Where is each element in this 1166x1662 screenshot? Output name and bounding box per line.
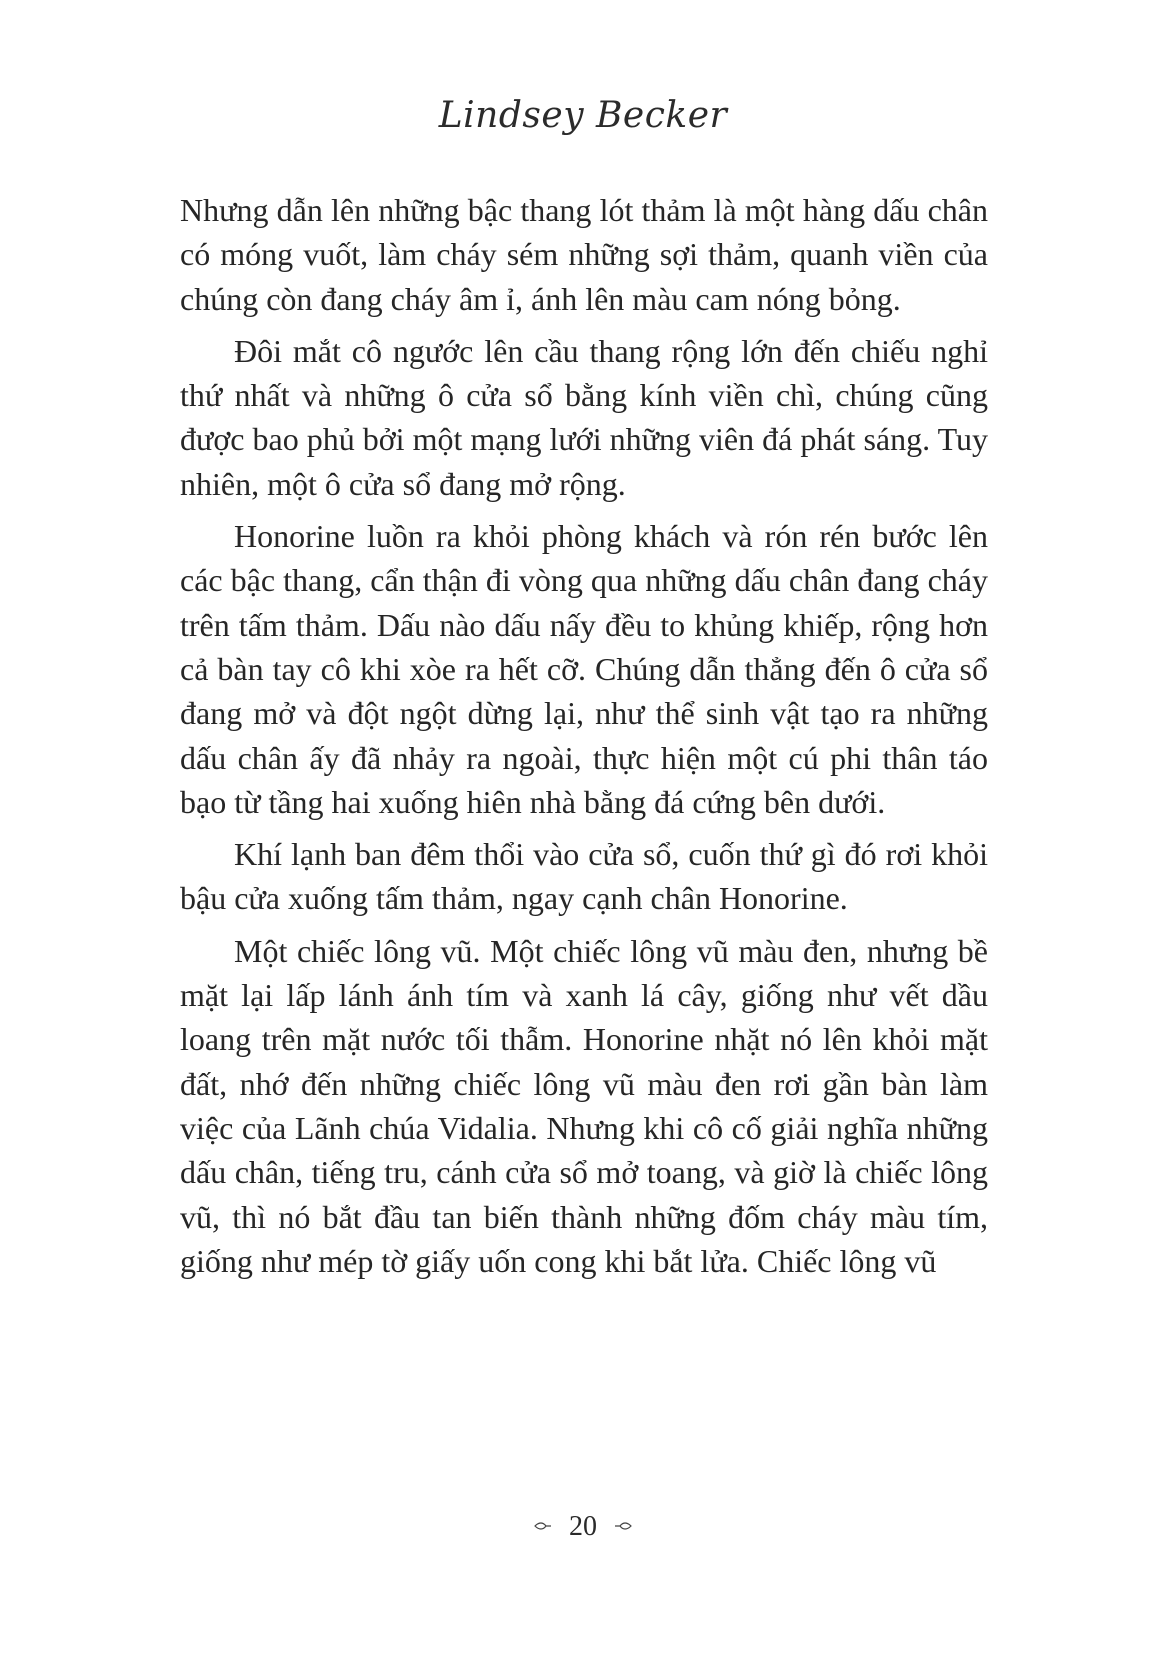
ornament-left-icon [534,1509,552,1545]
paragraph: Nhưng dẫn lên những bậc thang lót thảm là một hàng dấu chân có móng vuốt, làm cháy sém những sợi thảm, quanh viền của chúng còn đang cháy âm ỉ, ánh lên màu cam nóng bỏng. [180,192,988,317]
page-number: 20 [569,1511,597,1542]
page-number-footer [0,1509,1166,1547]
paragraph: Honorine luồn ra khỏi phòng khách và rón rén bước lên các bậc thang, cẩn thận đi vòng qua những dấu chân đang cháy trên tấm thảm. Dấu nào dấu nấy đều to khủng khiếp, rộng hơn cả bàn tay cô khi xòe ra hết cỡ. Chúng dẫn thẳng đến ô cửa sổ đang mở và đột ngột dừng lại, như thể sinh vật tạo ra những dấu chân ấy đã nhảy ra ngoài, thực hiện một cú phi thân táo bạo từ tầng hai xuống hiên nhà bằng đá cứng bên dưới. [180,518,988,820]
ornament-right-icon [614,1509,632,1545]
paragraph: Khí lạnh ban đêm thổi vào cửa sổ, cuốn thứ gì đó rơi khỏi bậu cửa xuống tấm thảm, ngay cạnh chân Honorine. [180,836,988,917]
body-text [180,188,988,1291]
running-head-author: Lindsey Becker [438,95,728,136]
paragraph: Một chiếc lông vũ. Một chiếc lông vũ màu đen, nhưng bề mặt lại lấp lánh ánh tím và xanh lá cây, giống như vết dầu loang trên mặt nước tối thẫm. Honorine nhặt nó lên khỏi mặt đất, nhớ đến những chiếc lông vũ màu đen rơi gần bàn làm việc của Lãnh chúa Vidalia. Nhưng khi cô cố giải nghĩa những dấu chân, tiếng tru, cánh cửa sổ mở toang, và giờ là chiếc lông vũ, thì nó bắt đầu tan biến thành những đốm cháy màu tím, giống như mép tờ giấy uốn cong khi bắt lửa. Chiếc lông vũ [180,932,988,1279]
paragraph: Đôi mắt cô ngước lên cầu thang rộng lớn đến chiếu nghỉ thứ nhất và những ô cửa sổ bằng kính viền chì, chúng cũng được bao phủ bởi một mạng lưới những viên đá phát sáng. Tuy nhiên, một ô cửa sổ đang mở rộng. [180,332,988,502]
